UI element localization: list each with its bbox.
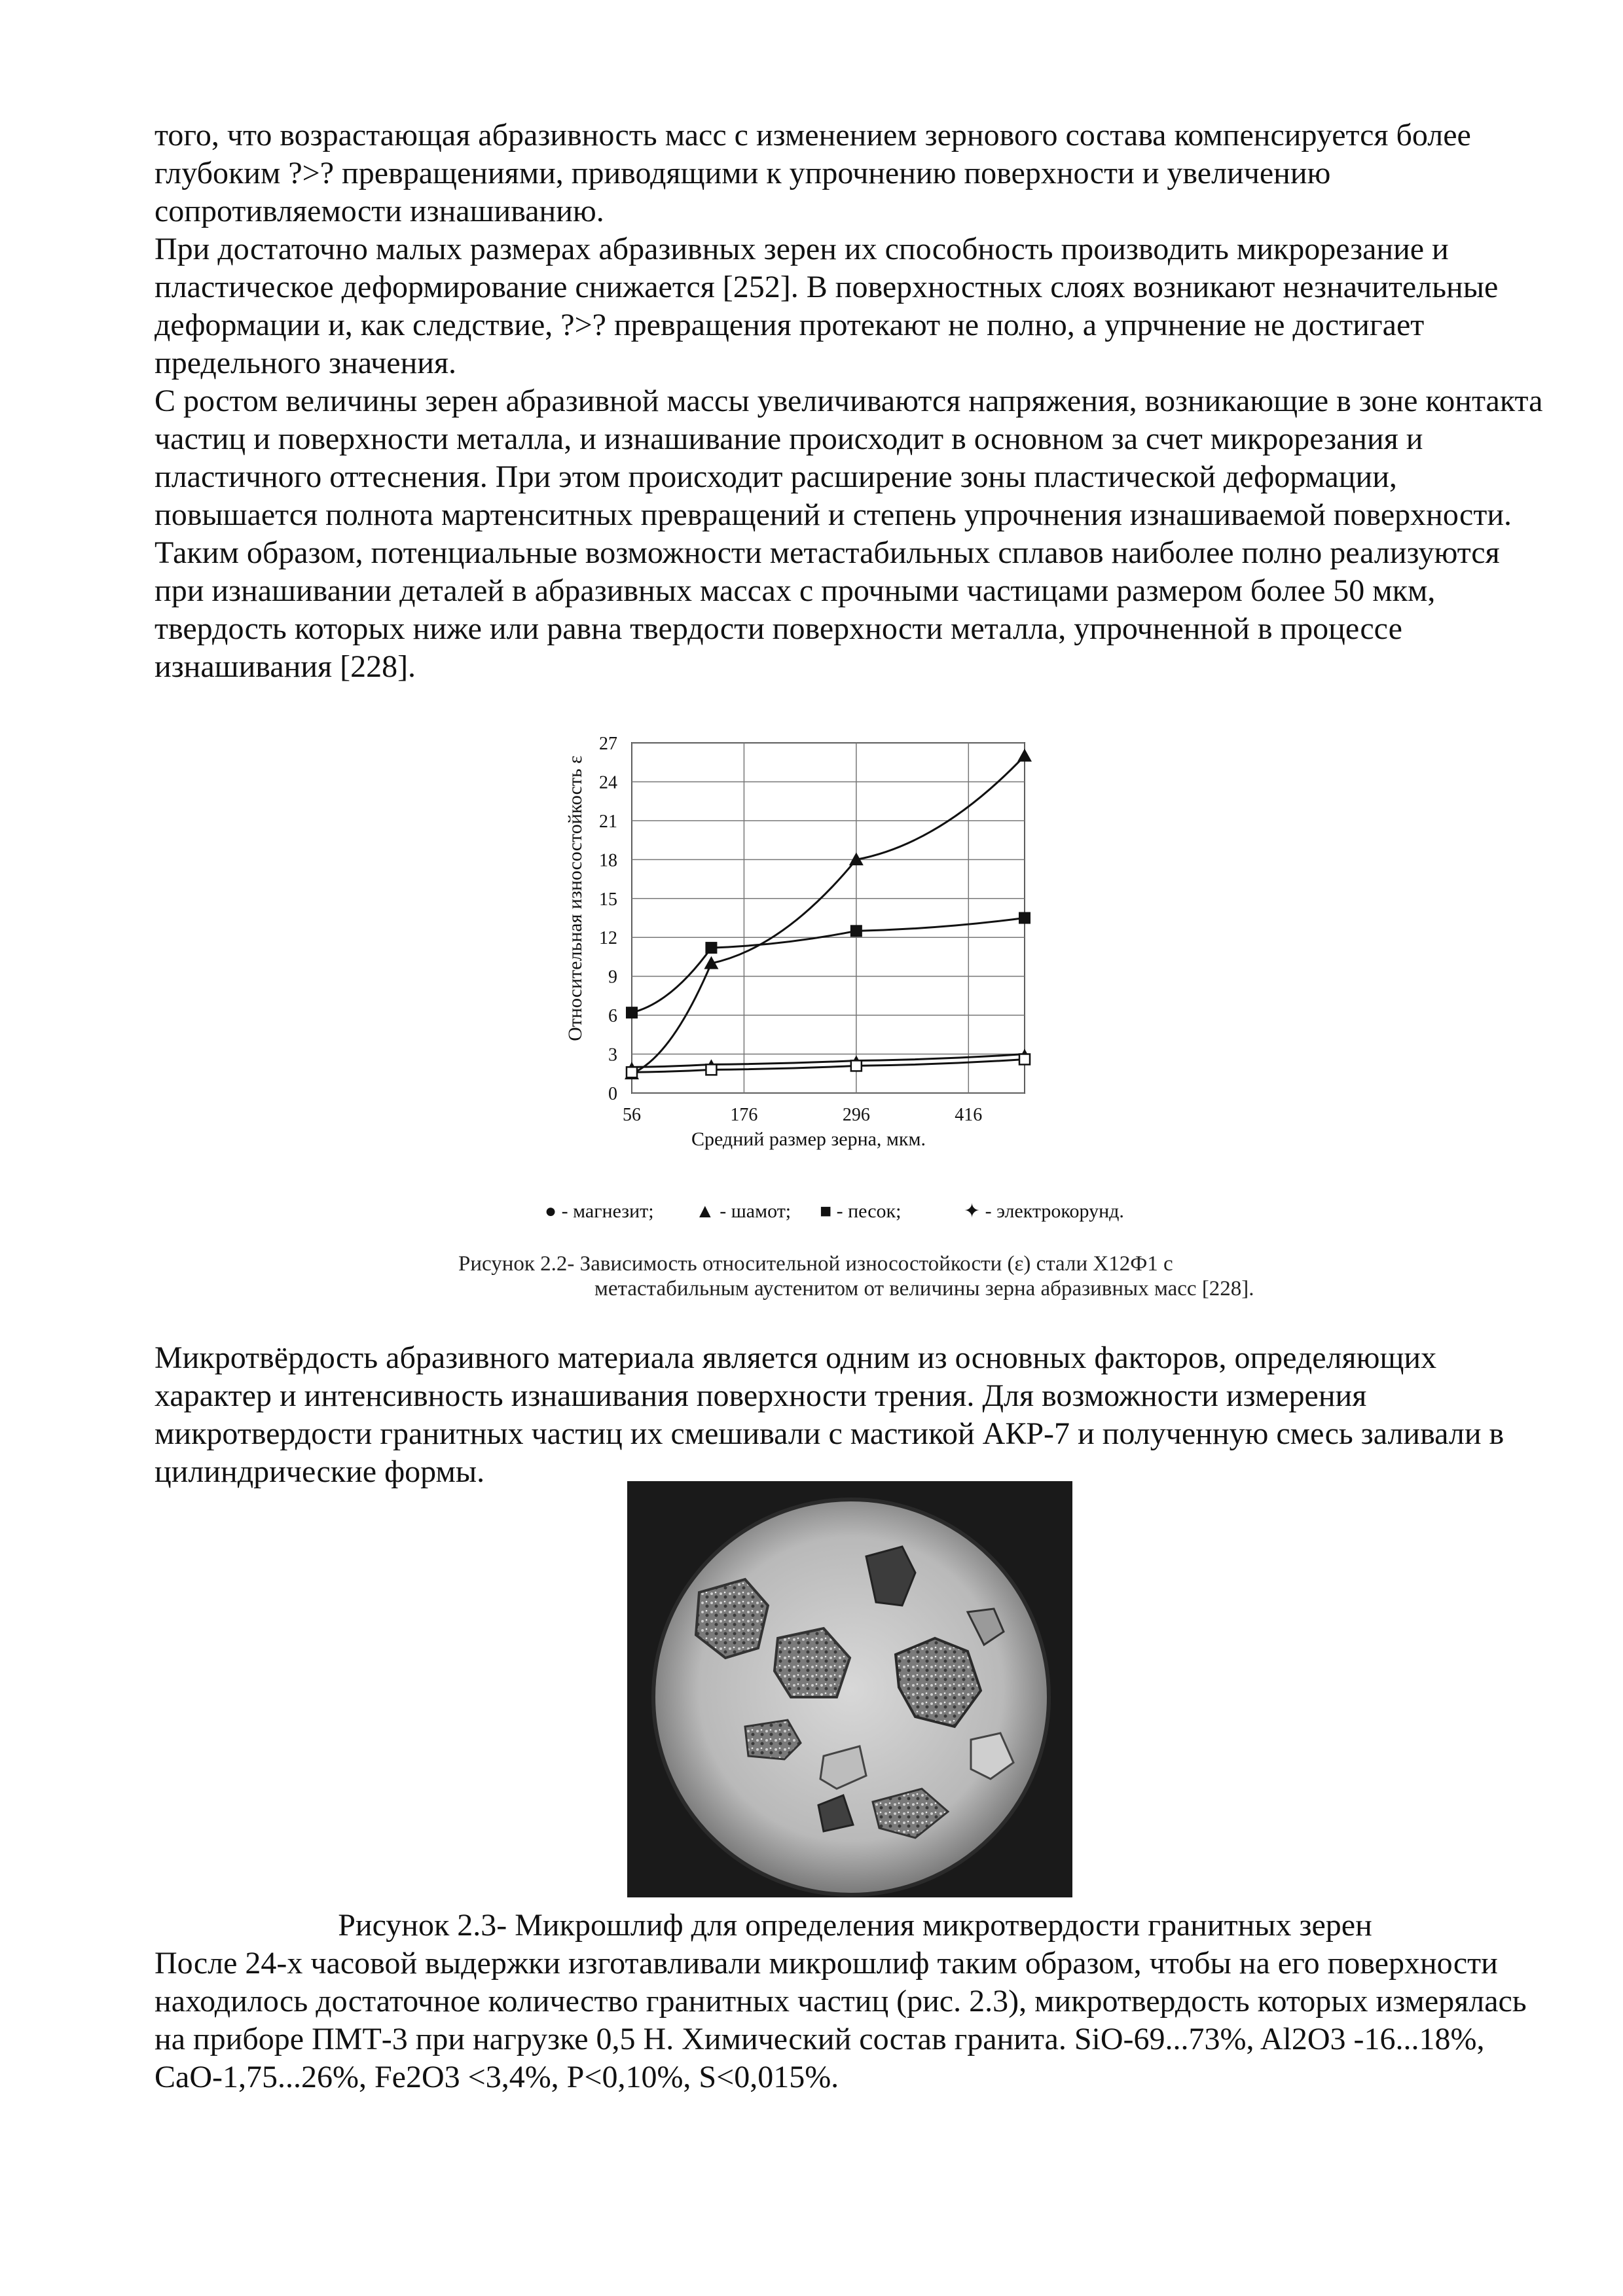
sample-disc: [653, 1499, 1049, 1895]
data-point-песок: [1019, 912, 1030, 924]
legend-label: - шамот;: [720, 1200, 792, 1222]
figure-2-caption-rest: метастабильным аустенитом от величины зерна абразивных масс [228].: [594, 1277, 1254, 1300]
legend-symbol-icon: ▲: [695, 1200, 720, 1222]
x-tick-label: 176: [730, 1105, 758, 1125]
y-tick-label: 18: [599, 850, 617, 871]
legend-symbol-icon: ✦: [964, 1200, 985, 1222]
figure-2-caption-line1: Рисунок 2.2- Зависимость относительной износостойкости (ε) стали Х12Ф1 с: [458, 1252, 1173, 1276]
wear-resistance-chart: [550, 704, 1087, 1175]
data-point-электрокорунд: [627, 1067, 637, 1077]
y-tick-label: 24: [599, 772, 617, 793]
paragraph: Микротвёрдость абразивного материала является одним из основных факторов, определяющих характер и интенсивность изнашивания поверхности трения. Для возможности измерения микротвердости гранитных частиц их смешивали с мастикой АКР-7 и полученную смесь заливали в цилиндрические формы.: [155, 1340, 1504, 1489]
data-point-песок: [626, 1007, 638, 1018]
figure-3-caption: Рисунок 2.3- Микрошлиф для определения микротвердости гранитных зерен: [338, 1908, 1372, 1943]
legend-entry: [820, 1200, 901, 1222]
legend-label: - магнезит;: [561, 1200, 654, 1222]
series-line-песок: [632, 918, 1025, 1013]
y-tick-label: 15: [599, 889, 617, 910]
y-axis-title: Относительная износостойкость ε: [564, 755, 586, 1041]
data-point-шамот: [1017, 749, 1032, 762]
x-tick-label: 416: [955, 1105, 983, 1125]
data-point-песок: [850, 925, 862, 937]
plot-frame: [632, 743, 1025, 1093]
chart-legend: [545, 1196, 1134, 1225]
figure-2-caption: [458, 1251, 1270, 1301]
y-tick-label: 27: [599, 734, 617, 754]
x-axis-title: Средний размер зерна, мкм.: [691, 1128, 926, 1150]
legend-symbol-icon: ■: [820, 1200, 837, 1222]
x-tick-label: 56: [623, 1105, 641, 1125]
y-tick-label: 6: [608, 1006, 617, 1027]
paragraph: С ростом величины зерен абразивной массы увеличиваются напряжения, возникающие в зоне контакта частиц и поверхности металла, и изнашивание происходит в основном за счет микрорезания и пластичного оттеснения. При этом происходит расширение зоны пластической деформации, повышается полнота мартенситных превращений и степень упрочнения изнашиваемой поверхности.: [155, 384, 1543, 532]
y-tick-label: 0: [608, 1084, 617, 1104]
series-line-шамот: [632, 756, 1025, 1073]
legend-entry: [964, 1200, 1124, 1222]
legend-entry: [545, 1200, 654, 1222]
text-block-top: [155, 117, 1556, 686]
y-tick-label: 21: [599, 811, 617, 832]
paragraph: При достаточно малых размерах абразивных зерен их способность производить микрорезание и пластическое деформирование снижается [252]. В поверхностных слоях возникают незначительные деформации и, как следствие, ?>? превращения протекают не полно, а упрчнение не достигает предельного значения.: [155, 232, 1499, 380]
x-tick-label: 296: [842, 1105, 870, 1125]
legend-label: - песок;: [836, 1200, 902, 1222]
text-block-bottom: [155, 1945, 1556, 2096]
data-point-электрокорунд: [851, 1060, 862, 1071]
microsection-photo: [627, 1481, 1072, 1897]
y-tick-label: 9: [608, 967, 617, 988]
legend-label: - электрокорунд.: [985, 1200, 1124, 1222]
y-tick-label: 3: [608, 1045, 617, 1066]
legend-entry: [695, 1200, 791, 1222]
paragraph: После 24-х часовой выдержки изготавливали микрошлиф таким образом, чтобы на его поверхности находилось достаточное количество гранитных частиц (рис. 2.3), микротвердость которых измерялась на приборе ПМТ-3 при нагрузке 0,5 Н. Химический состав гранита. SiO-69...73%, Al2O3 -16...18%, CaO-1,75...26%, Fe2O3 <3,4%, P<0,10%, S<0,015%.: [155, 1946, 1527, 2094]
paragraph: Таким образом, потенциальные возможности метастабильных сплавов наиболее полно реализуются при изнашивании деталей в абразивных массах с прочными частицами размером более 50 мкм, твердость которых ниже или равна твердости поверхности металла, упрочненной в процессе изнашивания [228].: [155, 535, 1500, 684]
data-point-электрокорунд: [1019, 1054, 1030, 1064]
series-line-магнезит: [632, 1054, 1025, 1067]
paragraph: того, что возрастающая абразивность масс с изменением зернового состава компенсируется более глубоким ?>? превращениями, приводящими к упрочнению поверхности и увеличению сопротивляемости изнашиванию.: [155, 118, 1471, 228]
data-point-электрокорунд: [706, 1064, 716, 1075]
text-block-mid: [155, 1339, 1556, 1491]
data-point-песок: [705, 942, 717, 954]
legend-symbol-icon: ●: [545, 1200, 562, 1222]
y-tick-label: 12: [599, 928, 617, 949]
